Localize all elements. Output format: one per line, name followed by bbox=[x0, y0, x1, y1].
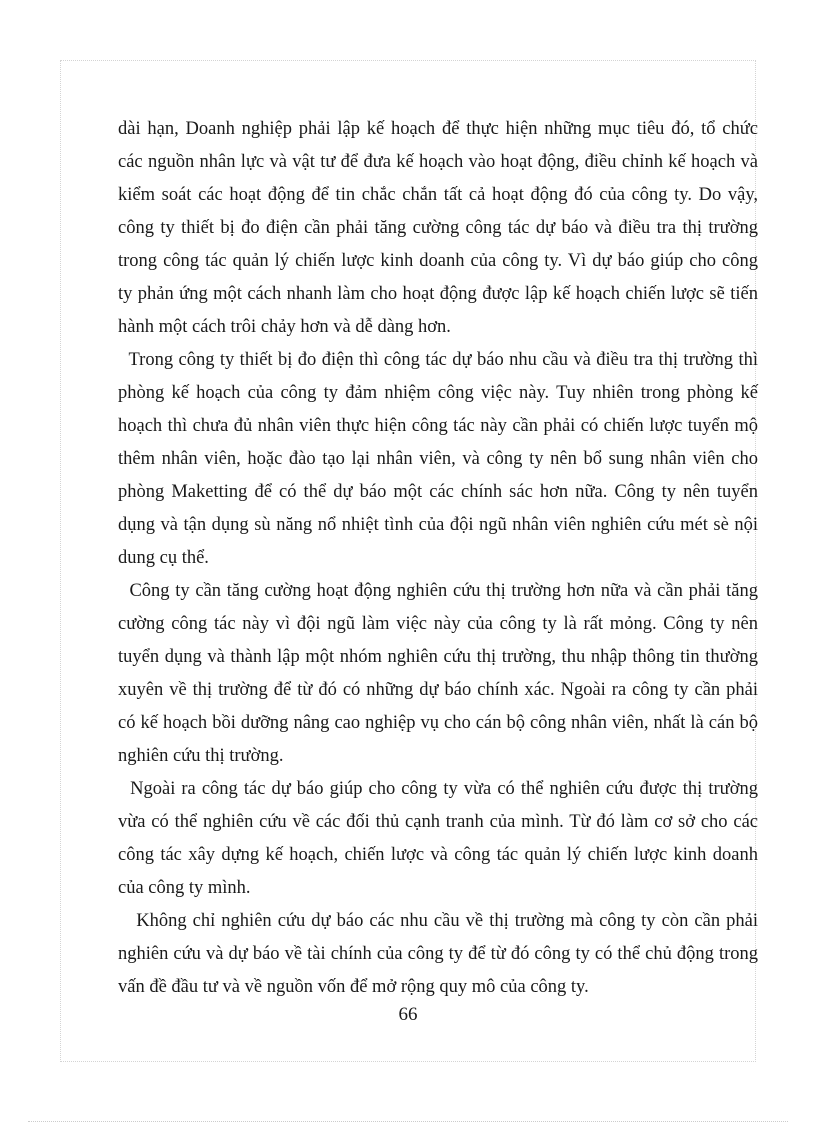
text-line: Ngoài ra công tác dự báo giúp cho công ty vừa có thể nghiên cứu được thị trường bbox=[118, 779, 758, 799]
text-line: công tác xây dựng kế hoạch, chiến lược và công tác quản lý chiến lược kinh doanh bbox=[118, 845, 758, 865]
text-line: vấn đề đầu tư và về nguồn vốn để mở rộng quy mô của công ty. bbox=[118, 977, 589, 997]
text-line: dài hạn, Doanh nghiệp phải lập kế hoạch để thực hiện những mục tiêu đó, tổ chức bbox=[118, 119, 758, 139]
text-line: Trong công ty thiết bị đo điện thì công tác dự báo nhu cầu và điều tra thị trường thì bbox=[118, 350, 758, 370]
text-line: kiểm soát các hoạt động để tin chắc chắn tất cả hoạt động đó của công ty. Do vậy, bbox=[118, 185, 758, 205]
document-body bbox=[118, 113, 758, 1004]
text-line: Công ty cần tăng cường hoạt động nghiên cứu thị trường hơn nữa và cần phải tăng bbox=[118, 581, 758, 601]
text-line: có kế hoạch bồi dưỡng nâng cao nghiệp vụ cho cán bộ công nhân viên, nhất là cán bộ bbox=[118, 713, 758, 733]
text-line: xuyên về thị trường để từ đó có những dự báo chính xác. Ngoài ra công ty cần phải bbox=[118, 680, 758, 700]
text-line: công ty thiết bị đo điện cần phải tăng cường công tác dự báo và điều tra thị trường bbox=[118, 218, 758, 238]
paragraph-2 bbox=[118, 344, 758, 575]
text-line: phòng kế hoạch của công ty đảm nhiệm công việc này. Tuy nhiên trong phòng kế bbox=[118, 383, 758, 403]
paragraph-1 bbox=[118, 113, 758, 344]
text-line: phòng Maketting để có thể dự báo một các chính sác hơn nữa. Công ty nên tuyển bbox=[118, 482, 758, 502]
text-line: hoạch thì chưa đủ nhân viên thực hiện công tác này cần phải có chiến lược tuyển mộ bbox=[118, 416, 758, 436]
text-line: Không chỉ nghiên cứu dự báo các nhu cầu về thị trường mà công ty còn cần phải bbox=[118, 911, 758, 931]
text-line: nghiên cứu và dự báo về tài chính của công ty để từ đó công ty có thể chủ động trong bbox=[118, 944, 758, 964]
text-line: các nguồn nhân lực và vật tư để đưa kế hoạch vào hoạt động, điều chỉnh kế hoạch và bbox=[118, 152, 758, 172]
text-line: ty phản ứng một cách nhanh làm cho hoạt động được lập kế hoạch chiến lược sẽ tiến bbox=[118, 284, 758, 304]
text-line: vừa có thể nghiên cứu về các đối thủ cạnh tranh của mình. Từ đó làm cơ sở cho các bbox=[118, 812, 758, 832]
text-line: trong công tác quản lý chiến lược kinh doanh của công ty. Vì dự báo giúp cho công bbox=[118, 251, 758, 271]
paragraph-3 bbox=[118, 575, 758, 773]
text-line: dụng và tận dụng sù năng nổ nhiệt tình của đội ngũ nhân viên nghiên cứu mét sè nội bbox=[118, 515, 758, 535]
text-line: dung cụ thể. bbox=[118, 548, 209, 568]
paragraph-4 bbox=[118, 773, 758, 905]
text-line: tuyển dụng và thành lập một nhóm nghiên cứu thị trường, thu nhập thông tin thường bbox=[118, 647, 758, 667]
text-line: cường công tác này vì đội ngũ làm việc này của công ty là rất mỏng. Công ty nên bbox=[118, 614, 758, 634]
paragraph-5 bbox=[118, 905, 758, 1004]
page-number: 66 bbox=[398, 1004, 418, 1025]
text-line: của công ty mình. bbox=[118, 878, 251, 898]
page-divider bbox=[28, 1121, 788, 1122]
text-line: nghiên cứu thị trường. bbox=[118, 746, 284, 766]
text-line: hành một cách trôi chảy hơn và dễ dàng hơn. bbox=[118, 317, 451, 337]
text-line: thêm nhân viên, hoặc đào tạo lại nhân viên, và công ty nên bổ sung nhân viên cho bbox=[118, 449, 758, 469]
